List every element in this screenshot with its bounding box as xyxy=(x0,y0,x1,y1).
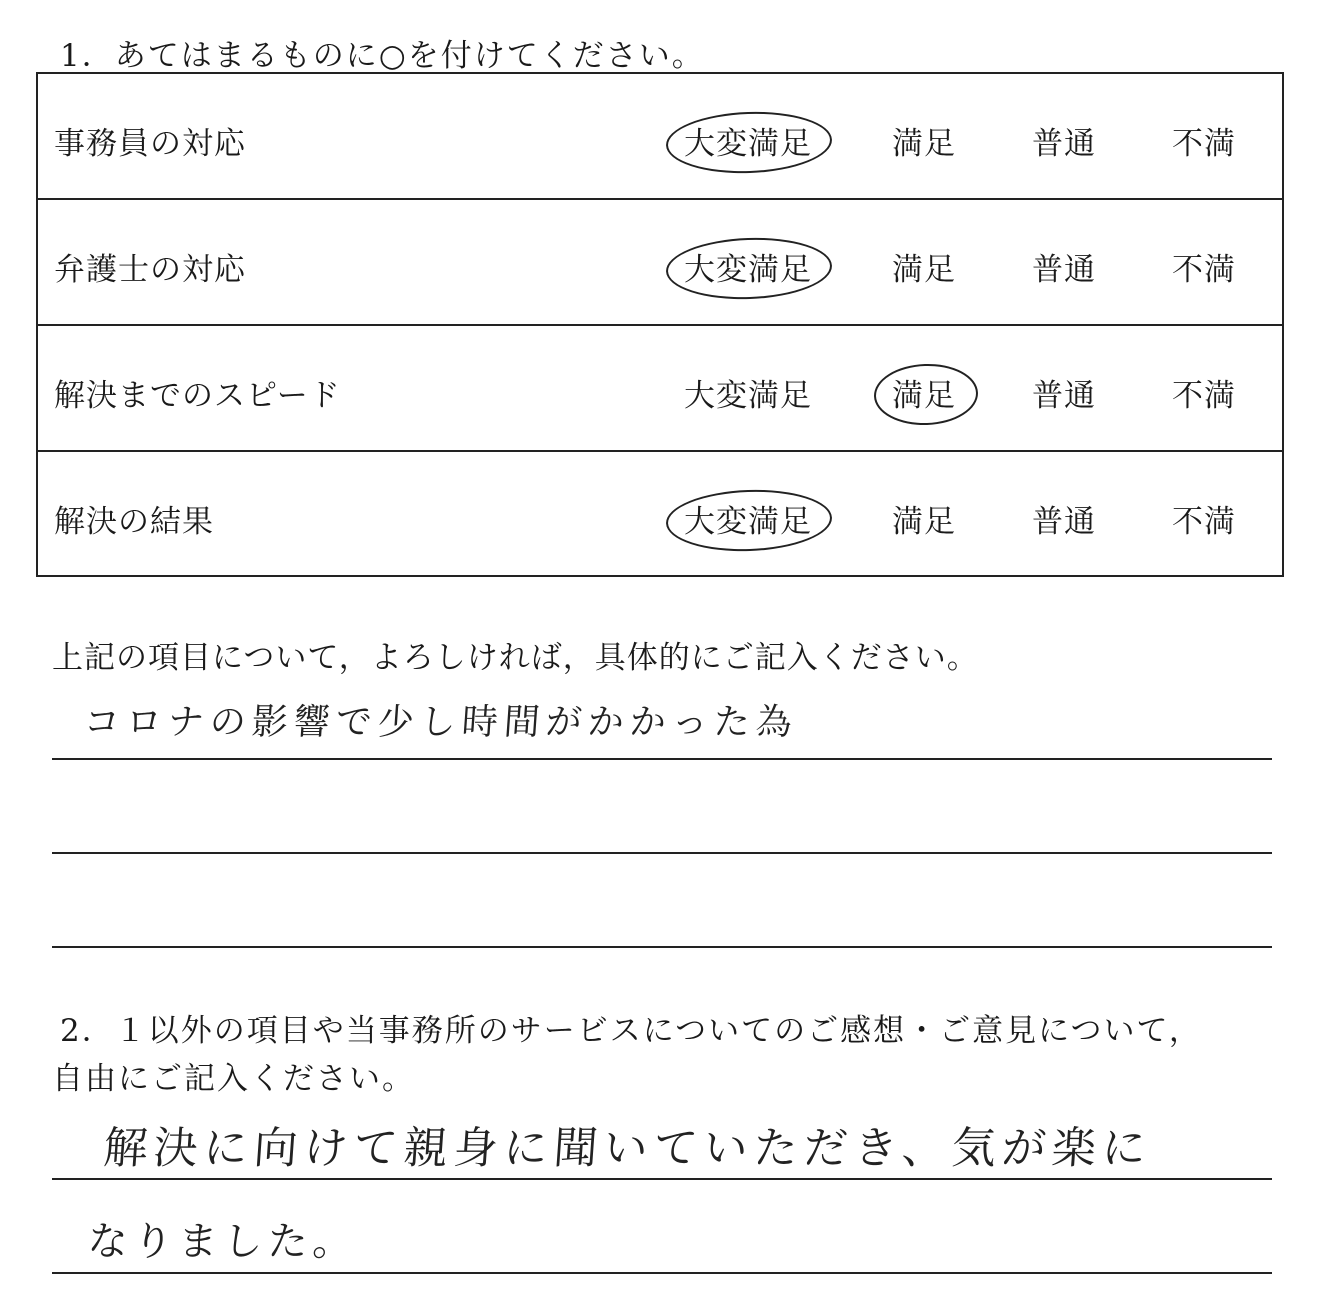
option-dissatisfied[interactable]: 不満 xyxy=(1172,252,1236,288)
option-average[interactable]: 普通 xyxy=(1032,126,1096,162)
row-label: 解決までのスピード xyxy=(54,378,341,414)
rating-table xyxy=(36,72,1284,577)
rating-row xyxy=(38,452,1282,578)
row-label: 事務員の対応 xyxy=(54,126,246,162)
option-average[interactable]: 普通 xyxy=(1032,252,1096,288)
option-very-satisfied[interactable]: 大変満足 xyxy=(678,118,818,163)
option-very-satisfied[interactable]: 大変満足 xyxy=(684,378,812,414)
option-average[interactable]: 普通 xyxy=(1032,378,1096,414)
option-dissatisfied[interactable]: 不満 xyxy=(1172,378,1236,414)
rating-row xyxy=(38,74,1282,200)
option-satisfied[interactable]: 満足 xyxy=(892,126,956,162)
feedback-answer-line1[interactable]: 解決に向けて親身に聞いていただき、気が楽に xyxy=(101,1123,1154,1174)
option-satisfied[interactable]: 満足 xyxy=(892,252,956,288)
row-label: 解決の結果 xyxy=(54,504,214,540)
option-average[interactable]: 普通 xyxy=(1032,504,1096,540)
section1-title: 1．あてはまるものに○を付けてください。 xyxy=(60,38,705,74)
comment-prompt: 上記の項目について，よろしければ，具体的にご記入ください。 xyxy=(52,640,979,676)
rating-row xyxy=(38,326,1282,452)
option-dissatisfied[interactable]: 不満 xyxy=(1172,504,1236,540)
answer-line xyxy=(52,946,1272,948)
option-satisfied[interactable]: 満足 xyxy=(884,370,964,415)
option-very-satisfied[interactable]: 大変満足 xyxy=(678,496,818,541)
feedback-answer-line2[interactable]: なりました。 xyxy=(86,1219,360,1265)
option-dissatisfied[interactable]: 不満 xyxy=(1172,126,1236,162)
section2-subtitle: 自由にご記入ください。 xyxy=(52,1061,415,1097)
section2-title: 2．１以外の項目や当事務所のサービスについてのご感想・ご意見について， xyxy=(60,1013,1202,1049)
option-very-satisfied[interactable]: 大変満足 xyxy=(678,244,818,289)
comment-answer[interactable]: コロナの影響で少し時間がかかった為 xyxy=(82,702,800,743)
answer-line xyxy=(52,852,1272,854)
answer-line xyxy=(52,758,1272,760)
answer-line xyxy=(52,1272,1272,1274)
answer-line xyxy=(52,1178,1272,1180)
row-label: 弁護士の対応 xyxy=(54,252,246,288)
option-satisfied[interactable]: 満足 xyxy=(892,504,956,540)
rating-row xyxy=(38,200,1282,326)
